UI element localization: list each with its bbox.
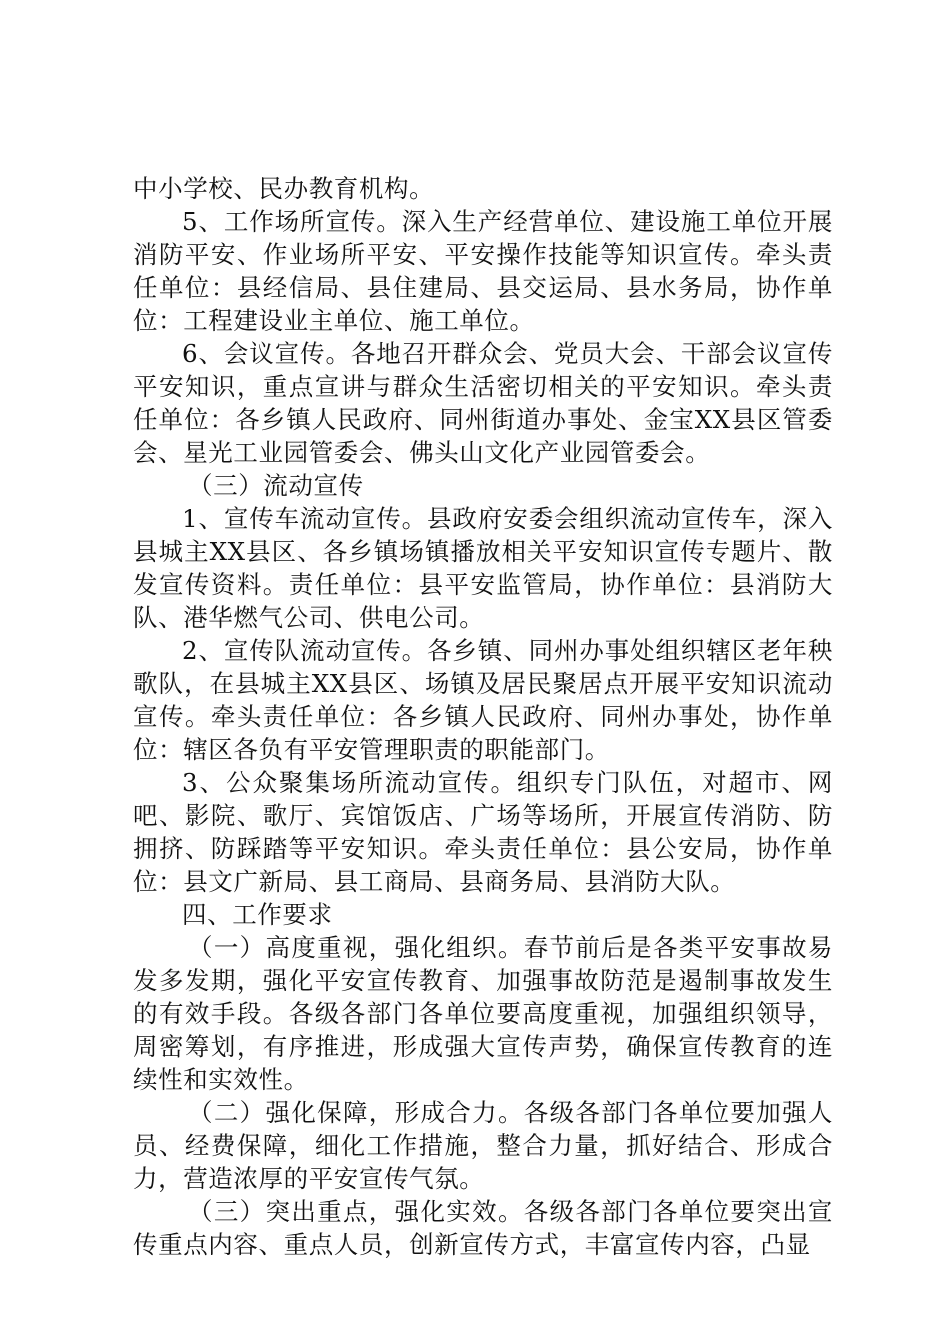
- paragraph-school-continuation: 中小学校、民办教育机构。: [133, 174, 435, 203]
- paragraph-requirement-two: （二）强化保障，形成合力。各级各部门各单位要加强人员、经费保障，细化工作措施，整合力量，抓好结合、形成合力，营造浓厚的平安宣传气氛。: [133, 1098, 833, 1193]
- paragraph-public-venue-publicity: 3、公众聚集场所流动宣传。组织专门队伍，对超市、网吧、影院、歌厅、宾馆饭店、广场等场所，开展宣传消防、防拥挤、防踩踏等平安知识。牵头责任单位：县公安局，协作单位：县文广新局、县工商局、县商务局、县消防大队。: [133, 768, 833, 896]
- paragraph-requirement-one: （一）高度重视，强化组织。春节前后是各类平安事故易发多发期，强化平安宣传教育、加强事故防范是遏制事故发生的有效手段。各级各部门各单位要高度重视，加强组织领导，周密筹划，有序推进，形成强大宣传声势，确保宣传教育的连续性和实效性。: [133, 933, 833, 1094]
- paragraph-meeting-publicity: 6、会议宣传。各地召开群众会、党员大会、干部会议宣传平安知识，重点宣讲与群众生活密切相关的平安知识。牵头责任单位：各乡镇人民政府、同州街道办事处、金宝XX县区管委会、星光工业园管委会、佛头山文化产业园管委会。: [133, 339, 833, 467]
- paragraph-troupe-publicity: 2、宣传队流动宣传。各乡镇、同州办事处组织辖区老年秧歌队，在县城主XX县区、场镇及居民聚居点开展平安知识流动宣传。牵头责任单位：各乡镇人民政府、同州办事处，协作单位：辖区各负有平安管理职责的职能部门。: [133, 636, 833, 764]
- heading-work-requirements: 四、工作要求: [182, 900, 333, 929]
- paragraph-requirement-three: （三）突出重点，强化实效。各级各部门各单位要突出宣传重点内容、重点人员，创新宣传方式，丰富宣传内容，凸显: [133, 1197, 833, 1259]
- heading-mobile-publicity: （三）流动宣传: [188, 471, 364, 500]
- paragraph-workplace-publicity: 5、工作场所宣传。深入生产经营单位、建设施工单位开展消防平安、作业场所平安、平安操作技能等知识宣传。牵头责任单位：县经信局、县住建局、县交运局、县水务局，协作单位：工程建设业主单位、施工单位。: [133, 207, 833, 335]
- paragraph-vehicle-publicity: 1、宣传车流动宣传。县政府安委会组织流动宣传车，深入县城主XX县区、各乡镇场镇播放相关平安知识宣传专题片、散发宣传资料。责任单位：县平安监管局，协作单位：县消防大队、港华燃气公司、供电公司。: [133, 504, 833, 632]
- document-body: [133, 172, 833, 1261]
